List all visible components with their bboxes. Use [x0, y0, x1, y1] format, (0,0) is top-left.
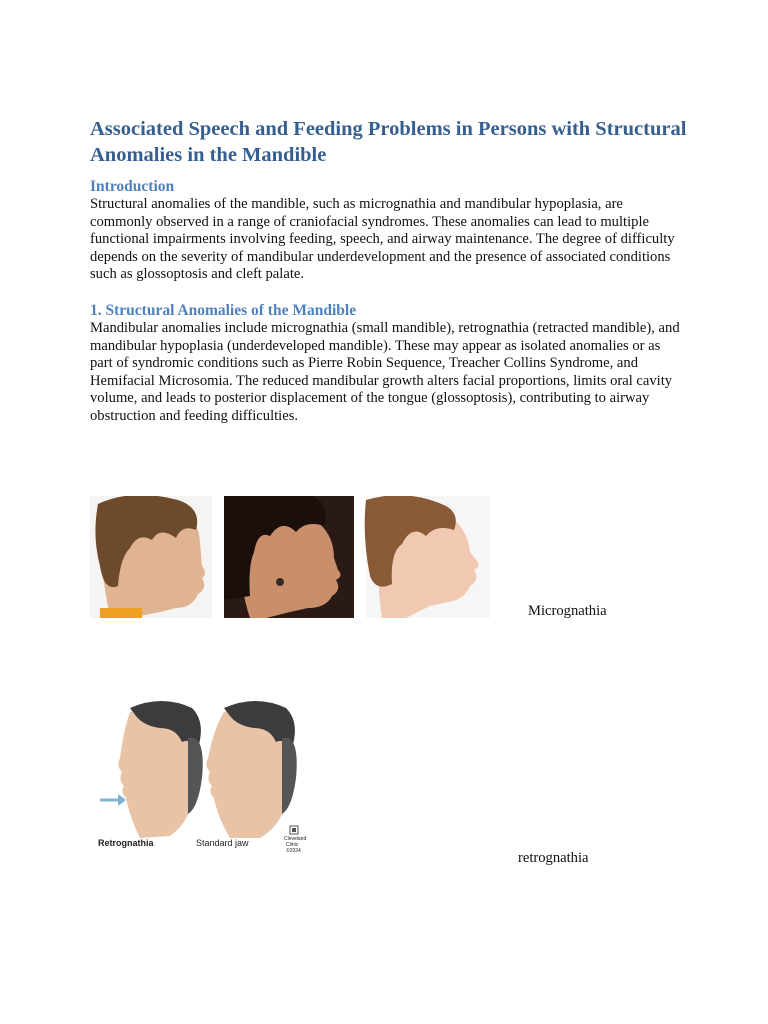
introduction-paragraph: Structural anomalies of the mandible, such as micrognathia and mandibular hypoplasia, are commonly observed in a range of craniofacial syndromes. These anomalies can lead to multiple functional impairments involving feeding, speech, and airway maintenance. The degree of difficulty depends on the severity of mandibular underdevelopment and the presence of associated conditions such as glossoptosis and cleft palate. — [90, 196, 675, 283]
section-heading-introduction: Introduction — [90, 178, 175, 195]
section-heading-structural-anomalies: 1. Structural Anomalies of the Mandible — [90, 302, 357, 319]
micrognathia-photo-strip — [90, 496, 490, 618]
label-standard-jaw: Standard jaw — [196, 838, 249, 848]
credit-line-3: ©2024 — [286, 848, 301, 854]
retrognathia-caption: retrognathia — [518, 850, 589, 866]
structural-anomalies-paragraph: Mandibular anomalies include micrognathia (small mandible), retrognathia (retracted mandible), and mandibular hypoplasia (underdeveloped mandible). These may appear as isolated anomalies or as part of syndromic conditions such as Pierre Robin Sequence, Treacher Collins Syndrome, and Hemifacial Microsomia. The reduced mandibular growth alters facial proportions, limits oral cavity volume, and leads to posterior displacement of the tongue (glossoptosis), contributing to airway obstruction and feeding difficulties. — [90, 320, 680, 424]
micrognathia-caption: Micrognathia — [528, 603, 607, 619]
micrognathia-photos — [90, 496, 490, 618]
profile-photo-2 — [224, 496, 354, 618]
profile-photo-1 — [90, 496, 212, 618]
document-title: Associated Speech and Feeding Problems in Persons with Structural Anomalies in the Mandible — [90, 118, 687, 166]
credit-line-1: Cleveland — [284, 836, 307, 842]
retrognathia-illustration — [90, 698, 312, 862]
profile-photo-3 — [365, 496, 490, 618]
label-retrognathia: Retrognathia — [98, 838, 154, 848]
credit-line-2: Clinic — [286, 842, 299, 848]
